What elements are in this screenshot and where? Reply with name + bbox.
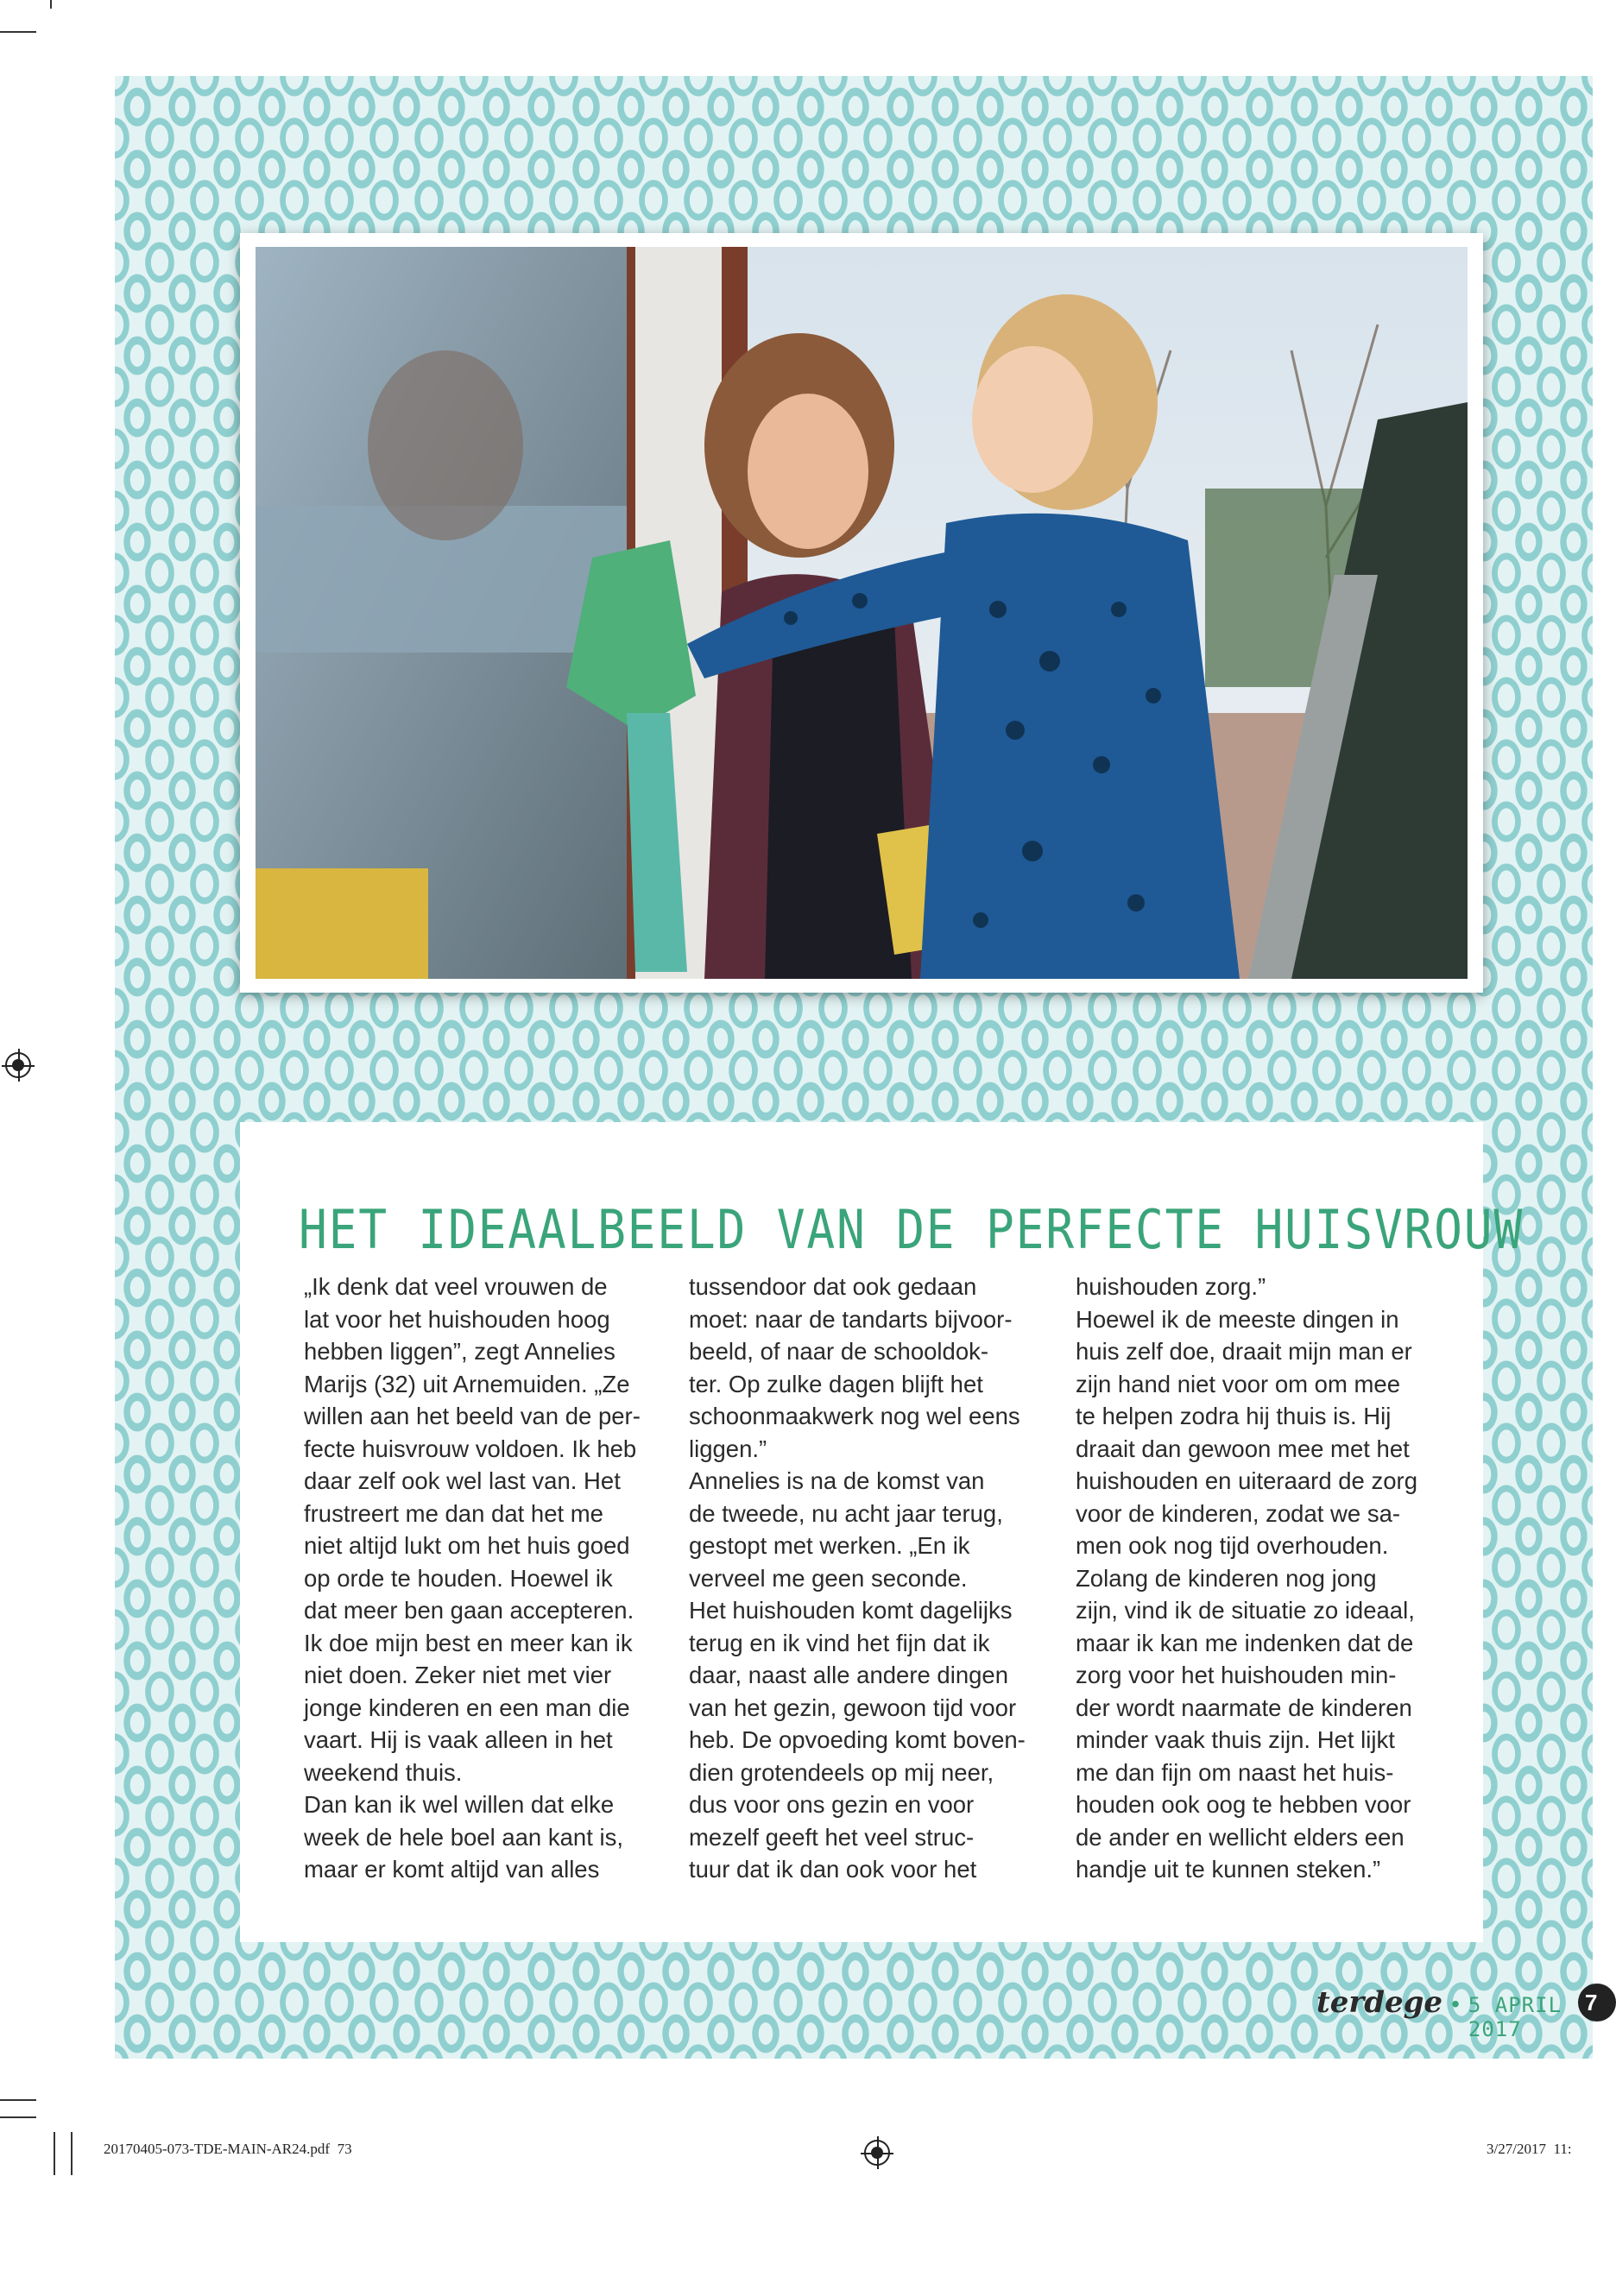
registration-mark-icon bbox=[864, 2140, 890, 2166]
text-line: dus voor ons gezin en voor bbox=[689, 1791, 975, 1818]
crop-mark bbox=[50, 0, 52, 9]
text-line: week de hele boel aan kant is, bbox=[304, 1823, 623, 1851]
crop-mark bbox=[54, 2132, 55, 2175]
text-line: houden ook oog te hebben voor bbox=[1076, 1791, 1411, 1818]
text-line: mezelf geeft het veel struc- bbox=[689, 1823, 975, 1851]
article-headline: HET IDEAALBEELD VAN DE PERFECTE HUISVROUW bbox=[299, 1197, 1524, 1261]
text-line: moet: naar de tandarts bijvoor- bbox=[689, 1305, 1013, 1333]
text-line: dien grotendeels op mij neer, bbox=[689, 1758, 994, 1786]
text-column-2 bbox=[689, 1271, 1051, 1886]
text-line: lat voor het huishouden hoog bbox=[304, 1305, 610, 1333]
text-line: der wordt naarmate de kinderen bbox=[1076, 1694, 1412, 1721]
print-slug-timestamp: 3/27/2017 11: bbox=[1487, 2141, 1572, 2157]
text-line: de ander en wellicht elders een bbox=[1076, 1823, 1405, 1851]
crop-mark bbox=[0, 31, 36, 33]
text-line: jonge kinderen en een man die bbox=[304, 1694, 630, 1721]
text-line: me dan fijn om naast het huis- bbox=[1076, 1758, 1394, 1786]
text-line: de tweede, nu acht jaar terug, bbox=[689, 1499, 1003, 1527]
text-line: Hoewel ik de meeste dingen in bbox=[1076, 1305, 1399, 1333]
photo-illustration bbox=[256, 247, 1468, 979]
magazine-footer bbox=[1316, 1985, 1593, 2041]
article-photo bbox=[256, 247, 1468, 979]
magazine-name: terdege bbox=[1316, 1985, 1443, 2020]
text-line: zorg voor het huishouden min- bbox=[1076, 1662, 1397, 1688]
text-line: dat meer ben gaan accepteren. bbox=[304, 1597, 634, 1624]
text-line: handje uit te kunnen steken.” bbox=[1076, 1856, 1381, 1883]
text-line: maar er komt altijd van alles bbox=[304, 1856, 600, 1883]
text-line: frustreert me dan dat het me bbox=[304, 1499, 603, 1527]
text-line: daar zelf ook wel last van. Het bbox=[304, 1467, 621, 1494]
photo-frame bbox=[240, 233, 1483, 993]
text-line: hebben liggen”, zegt Annelies bbox=[304, 1338, 615, 1365]
text-line: beeld, of naar de schooldok- bbox=[689, 1338, 989, 1365]
text-line: maar ik kan me indenken dat de bbox=[1076, 1629, 1414, 1656]
text-line: zijn, vind ik de situatie zo ideaal, bbox=[1076, 1597, 1415, 1624]
text-line: te helpen zodra hij thuis is. Hij bbox=[1076, 1403, 1392, 1429]
registration-mark-icon bbox=[5, 1052, 31, 1078]
text-line: willen aan het beeld van de per- bbox=[304, 1403, 641, 1429]
text-line: weekend thuis. bbox=[304, 1758, 463, 1786]
text-line: op orde te houden. Hoewel ik bbox=[304, 1564, 613, 1592]
crop-mark bbox=[0, 2099, 36, 2101]
print-slug-file bbox=[104, 2141, 352, 2158]
text-line: gestopt met werken. „En ik bbox=[689, 1532, 970, 1559]
text-line: „Ik denk dat veel vrouwen de bbox=[304, 1273, 608, 1300]
text-line: schoonmaakwerk nog wel eens bbox=[689, 1403, 1020, 1429]
issue-date: 5 APRIL 2017 bbox=[1468, 1993, 1562, 2041]
crop-mark bbox=[0, 2116, 36, 2118]
text-line: liggen.” bbox=[689, 1435, 767, 1462]
text-line: Zolang de kinderen nog jong bbox=[1076, 1564, 1377, 1592]
text-line: huis zelf doe, draait mijn man er bbox=[1076, 1338, 1412, 1365]
text-line: men ook nog tijd overhouden. bbox=[1076, 1532, 1389, 1559]
text-column-3 bbox=[1076, 1271, 1438, 1886]
article-panel bbox=[240, 1122, 1524, 1942]
text-column-1 bbox=[304, 1271, 666, 1886]
text-line: zijn hand niet voor om om mee bbox=[1076, 1370, 1401, 1397]
text-line: voor de kinderen, zodat we sa- bbox=[1076, 1499, 1401, 1527]
print-slug-page: 73 bbox=[337, 2141, 352, 2157]
text-line: vaart. Hij is vaak alleen in het bbox=[304, 1726, 613, 1753]
print-slug-filename: 20170405-073-TDE-MAIN-AR24.pdf bbox=[104, 2141, 331, 2157]
text-line: Dan kan ik wel willen dat elke bbox=[304, 1791, 615, 1818]
text-line: Ik doe mijn best en meer kan ik bbox=[304, 1629, 633, 1656]
text-line: verveel me geen seconde. bbox=[689, 1564, 968, 1592]
text-line: Het huishouden komt dagelijks bbox=[689, 1597, 1013, 1624]
text-line: van het gezin, gewoon tijd voor bbox=[689, 1694, 1017, 1721]
text-line: minder vaak thuis zijn. Het lijkt bbox=[1076, 1726, 1395, 1753]
text-line: Annelies is na de komst van bbox=[689, 1467, 985, 1494]
text-line: ter. Op zulke dagen blijft het bbox=[689, 1370, 983, 1397]
text-line: daar, naast alle andere dingen bbox=[689, 1662, 1009, 1688]
text-line: Marijs (32) uit Arnemuiden. „Ze bbox=[304, 1370, 630, 1397]
text-line: fecte huisvrouw voldoen. Ik heb bbox=[304, 1435, 637, 1462]
text-line: terug en ik vind het fijn dat ik bbox=[689, 1629, 990, 1656]
text-line: niet doen. Zeker niet met vier bbox=[304, 1662, 612, 1688]
text-line: niet altijd lukt om het huis goed bbox=[304, 1532, 630, 1559]
text-line: tuur dat ik dan ook voor het bbox=[689, 1856, 977, 1883]
text-line: huishouden zorg.” bbox=[1076, 1273, 1266, 1300]
crop-mark bbox=[71, 2132, 73, 2175]
page-number-badge: 7 bbox=[1578, 1984, 1616, 2022]
text-line: draait dan gewoon mee met het bbox=[1076, 1435, 1410, 1462]
text-line: heb. De opvoeding komt boven- bbox=[689, 1726, 1026, 1753]
text-line: huishouden en uiteraard de zorg bbox=[1076, 1467, 1417, 1494]
text-line: tussendoor dat ook gedaan bbox=[689, 1273, 977, 1300]
footer-separator: • bbox=[1451, 1990, 1460, 2017]
